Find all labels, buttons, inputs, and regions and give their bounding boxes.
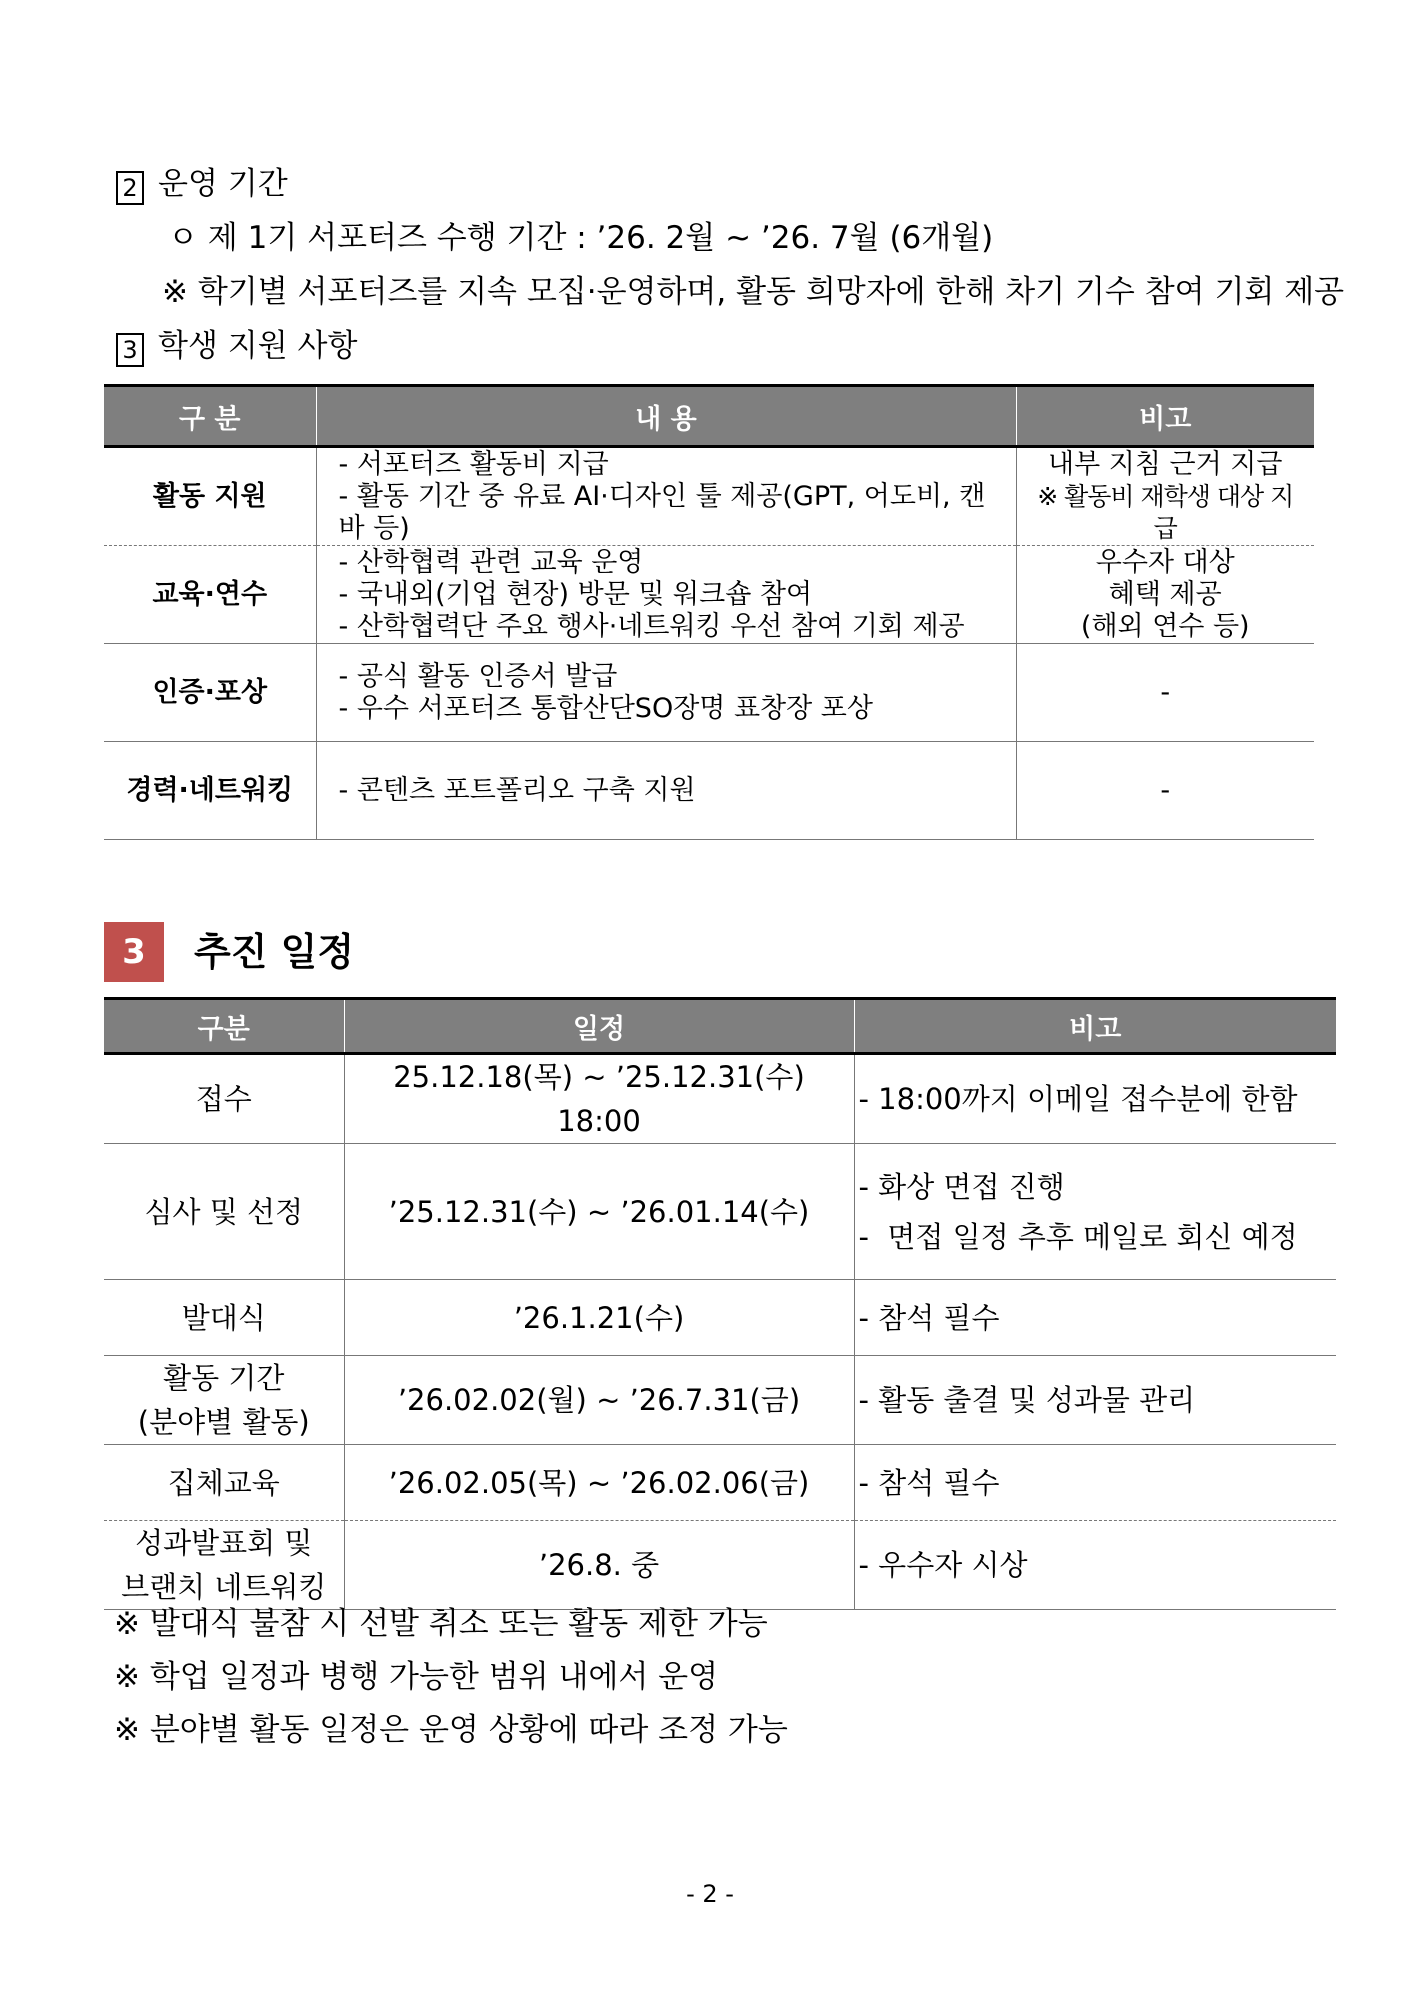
student-support-table [104, 384, 1314, 840]
row-date: ’26.02.02(월) ~ ’26.7.31(금) [344, 1356, 854, 1445]
row-category: 경력·네트워킹 [104, 742, 316, 840]
table-row [104, 546, 1314, 644]
row-content [316, 644, 1016, 742]
row-date: ’26.02.05(목) ~ ’26.02.06(금) [344, 1445, 854, 1521]
category-line: (분야별 활동) [137, 1405, 310, 1439]
row-date: ’25.12.31(수) ~ ’26.01.14(수) [344, 1144, 854, 1280]
row-note [1016, 447, 1314, 546]
schedule-note: ※ 분야별 활동 일정은 운영 상황에 따라 조정 가능 [114, 1712, 788, 1748]
row-note: - 활동 출결 및 성과물 관리 [854, 1356, 1336, 1445]
table-row [104, 1521, 1336, 1610]
row-category: 활동 지원 [104, 447, 316, 546]
row-category: 접수 [104, 1054, 344, 1144]
row-note: - 참석 필수 [854, 1445, 1336, 1521]
row-content [316, 546, 1016, 644]
schedule-note: ※ 발대식 불참 시 선발 취소 또는 활동 제한 가능 [114, 1606, 768, 1642]
row-date: ’26.8. 중 [344, 1521, 854, 1610]
note-line: ※ 활동비 재학생 대상 지급 [1037, 481, 1294, 543]
operation-period-heading [116, 164, 288, 205]
table-row [104, 644, 1314, 742]
row-date: ’26.1.21(수) [344, 1280, 854, 1356]
schedule-note: ※ 학업 일정과 병행 가능한 범위 내에서 운영 [114, 1659, 719, 1695]
row-category: 교육·연수 [104, 546, 316, 644]
heading-text: 학생 지원 사항 [158, 328, 358, 364]
row-note: - 18:00까지 이메일 접수분에 한함 [854, 1054, 1336, 1144]
heading-number-box: 3 [116, 333, 144, 367]
category-line: 활동 기간 [163, 1361, 285, 1395]
table-row [104, 1280, 1336, 1356]
heading-number-box: 2 [116, 171, 144, 205]
content-line: - 국내외(기업 현장) 방문 및 워크숍 참여 [338, 578, 813, 610]
note-line: 우수자 대상 [1095, 546, 1235, 578]
header-content: 내 용 [316, 386, 1016, 447]
header-note: 비고 [854, 999, 1336, 1054]
row-content [316, 742, 1016, 840]
note-line: - 면접 일정 추후 메일로 회신 예정 [858, 1219, 1298, 1254]
table-row [104, 1144, 1336, 1280]
row-note: - [1016, 742, 1314, 840]
row-category [104, 1356, 344, 1445]
table-row [104, 1054, 1336, 1144]
table-header-row [104, 999, 1336, 1054]
page-number: - 2 - [686, 1880, 734, 1908]
content-line: - 우수 서포터즈 통합산단SO장명 표창장 포상 [338, 692, 873, 724]
table-row [104, 742, 1314, 840]
category-line: 성과발표회 및 [135, 1526, 313, 1560]
heading-text: 운영 기간 [158, 166, 288, 202]
table-header-row [104, 386, 1314, 447]
note-line: 내부 지침 근거 지급 [1048, 448, 1283, 480]
content-line: - 산학협력 관련 교육 운영 [338, 546, 644, 578]
header-note: 비고 [1016, 386, 1314, 447]
header-category: 구 분 [104, 386, 316, 447]
note-line: - 화상 면접 진행 [858, 1169, 1065, 1204]
schedule-table [104, 997, 1336, 1610]
row-date: 25.12.18(목) ~ ’25.12.31(수) 18:00 [344, 1054, 854, 1144]
content-line: - 서포터즈 활동비 지급 [338, 448, 609, 480]
operation-period-line1: ㅇ 제 1기 서포터즈 수행 기간 : ’26. 2월 ~ ’26. 7월 (6개월) [168, 220, 994, 256]
header-date: 일정 [344, 999, 854, 1054]
row-category: 심사 및 선정 [104, 1144, 344, 1280]
category-line: 브랜치 네트워킹 [121, 1570, 327, 1604]
row-category: 인증·포상 [104, 644, 316, 742]
table-row [104, 1445, 1336, 1521]
content-line: - 콘텐츠 포트폴리오 구축 지원 [338, 774, 696, 806]
note-line: 혜택 제공 [1108, 578, 1222, 610]
row-category [104, 1521, 344, 1610]
content-line: - 산학협력단 주요 행사·네트워킹 우선 참여 기회 제공 [338, 610, 965, 642]
section-number-badge: 3 [104, 922, 164, 982]
row-note [854, 1144, 1336, 1280]
note-line: (해외 연수 등) [1080, 610, 1250, 642]
section-title: 추진 일정 [194, 930, 355, 974]
header-category: 구분 [104, 999, 344, 1054]
row-content [316, 447, 1016, 546]
content-line: - 활동 기간 중 유료 AI·디자인 툴 제공(GPT, 어도비, 캔바 등) [338, 480, 986, 544]
table-row [104, 1356, 1336, 1445]
row-note: - 우수자 시상 [854, 1521, 1336, 1610]
content-line: - 공식 활동 인증서 발급 [338, 660, 618, 692]
operation-period-line2: ※ 학기별 서포터즈를 지속 모집·운영하며, 활동 희망자에 한해 차기 기수 참여 기회 제공 [162, 274, 1345, 310]
row-category: 발대식 [104, 1280, 344, 1356]
row-note: - 참석 필수 [854, 1280, 1336, 1356]
row-note [1016, 546, 1314, 644]
row-category: 집체교육 [104, 1445, 344, 1521]
table-row [104, 447, 1314, 546]
student-support-heading [116, 326, 357, 367]
row-note: - [1016, 644, 1314, 742]
